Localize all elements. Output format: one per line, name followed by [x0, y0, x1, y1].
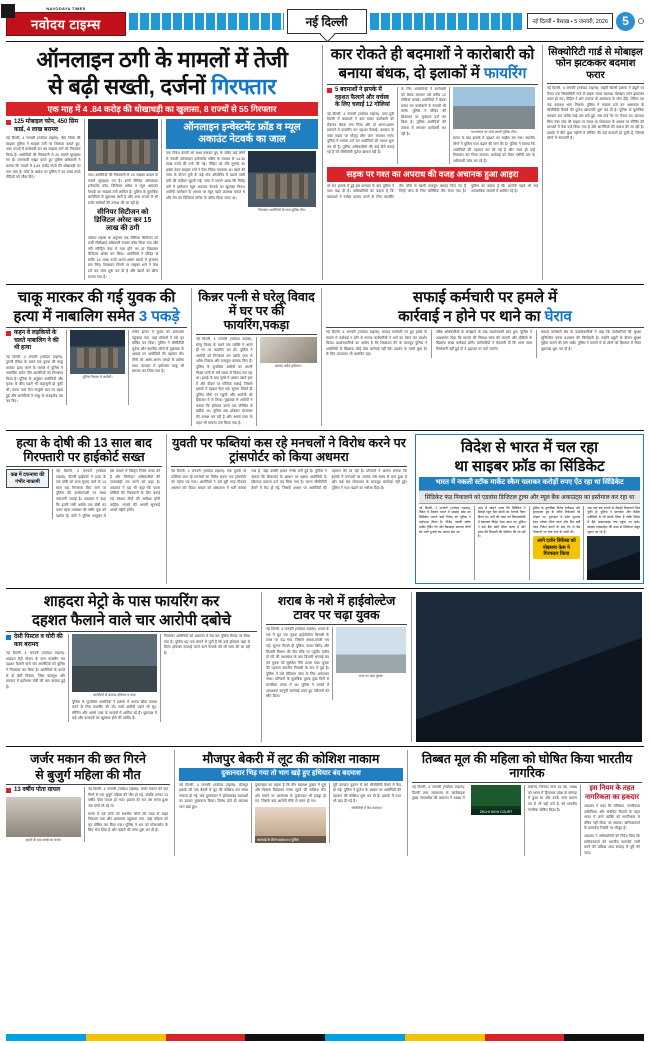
lead-body-1: नई दिल्ली, 4 जनवरी (नवोदय टाइम्स): वेस्ट जिला की साइबर पुलिस ने साइबर ठगी पर शिकंजा कसते हुए, आठ राज्यों में छापेमारी कर 55 साइबर ठगों को गिरफ्तार किया है। आरोपियों की गिरफ्तारी से 20 मामले सुलझाए गए हैं। जानकारी साझा करते हुए पुलिस अधिकारी ने बताया कि मामले में 4.84 करोड़ रुपये की धोखाधड़ी का पता चला है। कोर्ट के आदेश पर पुलिस ने 39 लाख रुपये पीड़ितों को लौटा दिए। — [6, 136, 81, 180]
lead-subbox-body: नवोदय टाइम्स के अनुसार एक सीनियर सिटीजन को फर्जी सीबीआई अधिकारी बनकर कॉल किया गया और मनी लॉन्ड्रिंग केस में नाम होने का डर दिखाकर डिजिटल अरेस्ट कर लिया। आरोपियों ने पीड़ित से करीब 15 लाख रुपये अलग-अलग खातों में ट्रांसफर करा लिए। शिकायत मिलने पर साइबर थाने ने केस दर्ज कर जांच शुरू कर दी है और खातों को फ्रीज कराया गया है। — [87, 235, 159, 279]
lead-panel-body: एक निवेश कंपनी को लक्ष्य बनाकर ग्रुप के जरिए कई लोगों से नकली ऑनलाइन इन्वेस्टमेंट स्कीम के माध्यम से 14.35 लाख रुपये की ठगी की गई। पीड़ित को मोटे मुनाफे का झांसा देकर साइबर ठगों ने पैसा निवेश करवाया था। खाते की जांच के दौरान यूपी के कई गांव ऑपरेटिव में खातों वाली ठगी की कड़ियां जुड़ती गईं। जांच में सामने आया कि गिरोह ठगी में इस्तेमाल म्यूल अकाउंट नेटवर्क का खुलासा किया। आरोपी कमीशन के आधार पर म्यूल खाते उपलब्ध कराते थे और लेन-देन डिजिटल वॉलेट के जरिए किया जाता था। — [166, 151, 246, 200]
masthead-rule — [6, 41, 644, 42]
car-body-1: नई दिल्ली, 4 जनवरी (नवोदय टाइम्स): उत्तर-पूर्वी दिल्ली में बदमाशों ने कार सवार कारोबारी को रोककर बंधक बना लिया और दो अलग-अलग इलाकों में फायरिंग कर दहशत फैलाई। वारदात के वक्त सड़क पर मौजूद लोग जान बचाकर भागे। पुलिस ने मामला दर्ज कर आरोपियों की तलाश शुरू कर दी है। पुलिस अधिकारियों की कई टीमें बनाई गई हैं जो सीसीटीवी फुटेज खंगाल रही हैं। — [327, 111, 394, 155]
hc-headline: हत्या के दोषी की 13 साल बाद गिरफ्तारी पर हाईकोर्ट सख्त — [16, 436, 152, 465]
lead-story — [6, 45, 322, 280]
knife-photo-arrest — [70, 330, 125, 374]
tibet-side-title: इस नियम के तहत नागरिकता का हकदार — [584, 785, 640, 801]
car-body-after-band: देर रात इलाके में हुई इस वारदात के बाद पुलिस ने गश्त बढ़ा दी है। अधिकारियों का कहना है कि बदमाशों ने वर्चस्व कायम करने के लिए फायरिंग की। मौके से खाली कारतूस बरामद किए गए हैं जिन्हें जांच के लिए फोरेंसिक लैब भेजा गया है। पुलिस का कहना है कि आरोपी पहले भी कई आपराधिक मामलों में शामिल रहे हैं। — [327, 183, 538, 199]
tower-body: नई दिल्ली, 4 जनवरी (नवोदय टाइम्स): शराब के नशे में धुत एक युवक हाईवोल्टेज बिजली के टावर पर चढ़ गया, जिससे अफरा-तफरी मच गई। सूचना मिलते ही पुलिस, फायर ब्रिगेड और बिजली विभाग की टीम मौके पर पहुंची। करीब दो घंटे की मशक्कत के बाद बिजली सप्लाई बंद कर युवक को सुरक्षित नीचे उतारा गया। युवक की पहचान स्थानीय निवासी के रूप में हुई है। पुलिस ने उसे मेडिकल जांच के लिए अस्पताल भेजा। परिजनों के मुताबिक युवक कुछ दिनों से मानसिक तनाव में था। पुलिस ने मामले में आवश्यक कानूनी कार्रवाई करते हुए परिजनों को सौंप दिया। — [266, 627, 329, 699]
bakery-story — [174, 750, 407, 856]
cyber-headline-line1: विदेश से भारत में चल रहा — [460, 439, 599, 457]
lead-col-3 — [161, 119, 318, 280]
safai-col-1 — [326, 330, 431, 358]
tower-photo-caption: टावर पर चढ़ा युवक। — [358, 674, 384, 679]
tibet-body-3: अदालत ने अधिकारियों को निर्देश दिया कि याचिकाकर्ता को भारतीय पासपोर्ट जारी करने की प्रक्रिया आठ सप्ताह में पूरी की जाए। — [584, 833, 640, 855]
cyber-photo-column — [411, 592, 642, 742]
knife-col-1 — [6, 330, 66, 405]
car-body-2: के लिए अपराधियों ने कारोबारी को बंधक बनाकर उसे करीब 12 गोलियां चलाईं। आरोपियों ने बंधक बनाए गए कारोबारी से रंगदारी भी मांगी। पुलिस ने पीड़ित की शिकायत पर मुकदमा दर्ज कर लिया है। पुलिस आरोपियों की तलाश में लगातार छापेमारी कर रही है। — [401, 87, 446, 136]
car-col-2 — [397, 87, 449, 164]
guard-headline: सिक्योरिटी गार्ड से मोबाइल फोन झटककर बदमाश फरार — [548, 47, 643, 81]
masthead-blue-bar-right — [370, 13, 525, 30]
bakery-photo-caption: सीसीटीवी में कैद बदमाश। — [351, 805, 383, 810]
knife-col-2 — [128, 330, 184, 405]
cyber-body-4: अब तक कई राज्यों से सैकड़ों शिकायतें मिल चुकी हैं। पुलिस ने इंटरपोल और केंद्रीय एजेंसियों से भी संपर्क किया है ताकि विदेश में बैठे मास्टरमाइंड तक पहुंचा जा सके। साइबर एक्सपर्ट्स की मदद से डिजिटल सबूत जुटाए जा रहे हैं। — [587, 505, 640, 534]
tower-headline: शराब के नशे में हाईवोल्टेज टावर पर चढ़ा युवक — [277, 594, 396, 623]
metro-photo-caption: आरोपियों से बरामद हथियार व कार। — [92, 693, 137, 698]
car-headline-line2-part1: बनाया बंधक, दो इलाकों में — [338, 64, 484, 82]
house-headline-line2: से बुजुर्ग महिला की मौत — [35, 768, 141, 783]
transport-headline: युवती पर फब्तियां कस रहे मनचलों ने विरोध करने पर ट्रांसपोर्टर को किया अधमरा — [172, 436, 406, 465]
masthead — [6, 0, 644, 38]
house-photo — [6, 797, 81, 837]
knife-body-2: गंभीर हालत में युवक को अस्पताल पहुंचाया गया, जहां डॉक्टरों ने उसे मृत घोषित कर दिया। पुलिस ने सीसीटीवी फुटेज और स्थानीय लोगों से पूछताछ के आधार पर आरोपियों की पहचान की। तीनों को अलग-अलग जगहों से दबोचा गया। वारदात में इस्तेमाल चाकू भी बरामद कर लिया गया है। — [132, 330, 184, 374]
lead-subbox-title: सीनियर सिटीजन को डिजिटल अरेस्ट कर 15 लाख की ठगी — [94, 208, 152, 233]
cyber-body-3: पुलिस के मुताबिक गिरोह टेलीग्राम और व्हाट्सएप ग्रुप के जरिए निवेशकों को जोड़ता था। शुरुआत में छोटा मुनाफा देकर भरोसा जीता जाता और फिर बड़ी रकम निवेश कराने के बाद ऐप से पैसे निकालने पर रोक लगा दी जाती थी। — [532, 505, 581, 534]
house-story — [6, 750, 174, 856]
hc-story — [6, 434, 166, 584]
safai-body-1: नई दिल्ली, 4 जनवरी (नवोदय टाइम्स): सफाई कर्मचारी पर हुए हमले के मामले में कार्रवाई न होने से नाराज कर्मचारियों ने थाने का घेराव कर प्रदर्शन किया। प्रदर्शनकारियों का आरोप है कि शिकायत देने के बावजूद पुलिस ने आरोपियों के खिलाफ कोई ठोस कार्रवाई नहीं की। प्रदर्शन के चलते कुछ देर के लिए यातायात भी प्रभावित रहा। — [326, 330, 427, 357]
safai-body-3: सफाई कर्मचारी संघ के पदाधिकारियों ने कहा कि कर्मचारियों की सुरक्षा सुनिश्चित करना प्रशासन की जिम्मेदारी है। उन्होंने ड्यूटी के दौरान सुरक्षा मुहैया कराने की मांग रखी। पुलिस ने मामले में दो लोगों को हिरासत में लेकर पूछताछ शुरू कर दी है। — [541, 330, 641, 351]
footer-color-registration-bar — [6, 1034, 644, 1041]
car-headline-line2 — [327, 66, 538, 83]
lead-body-2: गया। आरोपियों की गिरफ्तारी से 20 साइबर क्राइम के मामले सुलझाए गए हैं। इनमें सिविल ऑनलाइन इन्वेस्टमेंट फ्रॉड, डिजिटल अरेस्ट व म्यूल अकाउंट नेटवर्क का साइबर ठगी शामिल है। पुलिस के मुताबिक आरोपियों से पूछताछ जारी है और अन्य राज्यों में भी उनके साथियों की तलाश की जा रही है। — [87, 173, 159, 205]
edition-tab[interactable]: नई दिल्ली — [287, 9, 367, 34]
kinnar-photo-weapon — [260, 337, 318, 363]
house-headline-line1: जर्जर मकान की छत गिरने — [30, 752, 146, 767]
safai-headline-line1: सफाई कर्मचारी पर हमले में — [412, 289, 558, 307]
safai-col-3 — [536, 330, 641, 358]
car-red-band: सड़क पर गश्त का अपराध की वजह अचानक हुआ आइरा — [327, 167, 538, 182]
kinnar-body: नई दिल्ली, 4 जनवरी (नवोदय टाइम्स): घरेलू विवाद के चलते एक व्यक्ति ने अपने ही घर पर फायरिंग कर दी। पुलिस ने आरोपी को गिरफ्तार कर उसके पास से अवैध पिस्टल और कारतूस बरामद किए हैं। पुलिस के मुताबिक आरोपी का अपनी किन्नर पत्नी से लंबे समय से विवाद चल रहा था। झगड़े के बाद गुस्से में आकर उसने हवा में और दीवार पर गोलियां चलाईं, जिससे इलाके में दहशत फैल गई। सूचना मिलते ही पुलिस मौके पर पहुंची और आरोपी को हिरासत में ले लिया। पूछताछ में आरोपी ने बताया कि हथियार उसने एक परिचित से खरीदा था। पुलिस अब हथियार सप्लायर की तलाश कर रही है और आर्म्स एक्ट के तहत भी मामला दर्ज किया गया है। — [196, 337, 253, 425]
knife-headline-line2 — [6, 309, 187, 326]
lead-headline-highlight: गिरफ्तार — [211, 73, 276, 99]
car-col-3 — [449, 87, 535, 164]
page-number-badge: 5 — [616, 12, 635, 31]
metro-photo-cctv — [72, 634, 157, 692]
second-section — [6, 288, 644, 426]
tower-story — [261, 592, 411, 742]
lead-headline-line2-part1: से बढ़ी सख्ती, दर्जनों — [48, 73, 212, 99]
bakery-blue-band: दुकानदार भिड़ गया तो भाग खड़े हुए हथियार बंद बदमाश — [179, 768, 403, 780]
knife-bullet: कहन वे लड़कियों के चलते नाबालिग ने की थी हत्या — [6, 330, 63, 353]
guard-story — [542, 45, 644, 280]
house-body-1: नई दिल्ली, 4 जनवरी (नवोदय टाइम्स): जर्जर मकान की छत गिरने से एक बुजुर्ग महिला की मौत हो गई, जबकि उनका 13 वर्षीय पोता घायल हो गया। हादसा देर रात उस समय हुआ जब दोनों सो रहे थे। — [88, 787, 168, 809]
newspaper-logo[interactable] — [6, 6, 126, 36]
car-body-3: घटना के बाद इलाके में दहशत का माहौल बन गया। स्थानीय लोगों ने पुलिस गश्त बढ़ाने की मांग की है। पुलिस ने बताया कि आरोपियों की पहचान कर ली गई है और जल्द ही उन्हें गिरफ्तार कर लिया जाएगा। कार्रवाई को लेकर एसीपी स्तर के अधिकारी जांच कर रहे हैं। — [453, 136, 535, 163]
guard-body: नई दिल्ली, 4 जनवरी (नवोदय टाइम्स): बाहरी दिल्ली इलाके में ड्यूटी पर तैनात एक सिक्योरिटी गार्ड से बाइक सवार बदमाश मोबाइल फोन झपटकर फरार हो गए। पीड़ित ने शोर मचाया तो आसपास के लोग दौड़े, लेकिन तब तक बदमाश भाग निकले। पुलिस ने मामला दर्ज कर आसपास के सीसीटीवी कैमरों की फुटेज खंगालनी शुरू कर दी है। पुलिस के मुताबिक वारदात रात करीब साढ़े दस बजे हुई, जब गार्ड गेट पर तैनात था। बदमाश बिना नंबर प्लेट की बाइक पर सवार थे। शिकायत के आधार पर स्नैचिंग की धाराओं में केस दर्ज किया गया है और आरोपियों की तलाश की जा रही है। इलाके में बीते कुछ महीनों में स्नैचिंग की कई वारदातें हो चुकी हैं, जिससे लोगों में नाराजगी है। — [547, 86, 644, 141]
cyber-hacker-illustration — [416, 592, 642, 742]
tibet-body-2: सर्वोच्च, जिनका जन्म 15 मई, 1966 को भारत में हिमाचल प्रदेश के कांगड़ा में हुआ था और उनके जन्म प्रमाण पत्र में भी यही दर्ज है, को भारतीय नागरिक घोषित किया है। — [528, 785, 577, 812]
tibet-photo-courtsign — [471, 785, 521, 815]
lead-photo-station — [248, 151, 316, 207]
kinnar-headline: किन्नर पत्नी से घरेलू विवाद में घर पर की फायरिंग,पकड़ा — [198, 290, 315, 333]
lead-bullet: 125 मोबाइल फोन, 450 सिम कार्ड, 4 लाख बरामद — [6, 119, 81, 134]
logo-kicker: NAVODAYA TIMES — [46, 6, 86, 11]
third-section — [6, 434, 644, 584]
section-rule-1 — [6, 284, 644, 285]
knife-col-photo — [66, 330, 128, 405]
bakery-photo-cctv — [255, 807, 326, 843]
kinnar-photo-caption: बरामद अवैध हथियार। — [274, 364, 302, 369]
knife-headline-line2-part1: हत्या में नाबालिग समेत — [13, 307, 139, 325]
car-photo-scene — [453, 87, 535, 129]
registration-dot-mark — [638, 18, 644, 24]
metro-body-3: गिरफ्तार आरोपियों को अदालत में पेश कर पुलिस रिमांड पर लिया गया है। पुलिस यह पता लगाने में जुटी है कि उन्हें हथियार कहां से मिले। हथियार सप्लाई करने वाले नेटवर्क की भी जांच की जा रही है। — [164, 634, 250, 656]
metro-headline-line1: शाहदरा मेट्रो के पास फायरिंग कर — [43, 593, 220, 611]
cyber-illustration — [587, 536, 640, 580]
car-photo-caption: घटनास्थल पर जांच करती पुलिस टीम। — [471, 130, 517, 134]
cyber-story — [411, 434, 644, 584]
transport-body: नई दिल्ली, 4 जनवरी (नवोदय टाइम्स): एक युवती पर फब्तियां कस रहे मनचलों का विरोध करना एक ट्रांसपोर्टर को महंगा पड़ गया। आरोपियों ने उसे बुरी तरह पीटकर अधमरा कर दिया। घायल को अस्पताल में भर्ती कराया गया है, जहां उसकी हालत गंभीर बनी हुई है। पुलिस ने बताया कि शिकायत के आधार पर अज्ञात आरोपियों के खिलाफ मामला दर्ज कर लिया गया है। घटना सीसीटीवी कैमरे में कैद हो गई, जिसके आधार पर आरोपियों की पहचान की जा रही है। परिजनों ने आरोप लगाया कि इलाके में मनचलों का आतंक लंबे समय से बना हुआ है और कई बार शिकायत के बावजूद कार्रवाई नहीं हुई। पुलिस ने गश्त बढ़ाने का भरोसा दिया है। — [171, 469, 407, 490]
bottom-section — [6, 750, 644, 856]
hc-side-tag: कब्र में दफनाया की गंभीर नाकामी — [6, 469, 49, 488]
cyber-body-1: नई दिल्ली, 4 जनवरी (नवोदय टाइम्स): विदेश में बैठकर भारत में साइबर फ्रॉड का सिंडिकेट चलाने वाले गिरोह का पुलिस ने पर्दाफाश किया है। गिरोह नकली स्टॉक मार्केट ट्रेडिंग ऐप और वेबसाइट बनाकर लोगों को भारी मुनाफे का लालच देता था। — [419, 505, 471, 534]
tibet-story — [407, 750, 642, 856]
hc-body: नई दिल्ली, 4 जनवरी (नवोदय टाइम्स): दिल्ली हाईकोर्ट ने हत्या के एक दोषी को सजा सुनाए जाने के 13 साल बाद गिरफ्तार किए जाने पर पुलिस की कार्यप्रणाली पर सख्त नाराजगी जताई है। अदालत ने कहा कि इतनी लंबी अवधि तक दोषी का फरार रहना व्यवस्था की गंभीर चूक को दर्शाता है। कोर्ट ने पुलिस आयुक्त से इस मामले में विस्तृत रिपोर्ट तलब की है और जिम्मेदार अधिकारियों की जवाबदेही तय करने को कहा है। अदालत ने यह भी कहा कि फरार दोषियों की गिरफ्तारी के लिए बनाई गई स्पेशल टीमों की समीक्षा होनी चाहिए। मामले की अगली सुनवाई अगले महीने होगी। — [56, 469, 160, 518]
bakery-photo-label: कारवाई के दौरान बदमाश व पुलिस — [255, 836, 326, 843]
metro-bullet: देसी पिस्टल व चोरी की कार बरामद — [6, 634, 65, 649]
lead-panel-title: ऑनलाइन इन्वेस्टमेंट फ्रॉड व म्यूल अकाउंट नेटवर्क का जाल — [166, 119, 318, 149]
bakery-body-3: पूरी वारदात दुकान में लगे सीसीटीवी कैमरे में कैद हो गई। पुलिस ने फुटेज के आधार पर आरोपियों की पहचान की कोशिश शुरू कर दी है। इलाके में गश्त भी बढ़ा दी गई है। — [333, 782, 401, 804]
logo-corner-mark — [1, 4, 15, 18]
house-body-2: मलबे में दबे दोनों को स्थानीय लोगों की मदद से बाहर निकाला गया और अस्पताल पहुंचाया गया, जहां महिला को मृत घोषित कर दिया गया। पुलिस ने शव को पोस्टमार्टम के लिए भेज दिया है और मामले की जांच शुरू कर दी है। — [88, 811, 168, 833]
metro-headline-line2: दहशत फैलाने वाले चार आरोपी दबोचे — [31, 611, 232, 629]
house-bullet: 13 वर्षीय पोता घायल — [6, 787, 81, 795]
metro-body-1: नई दिल्ली, 4 जनवरी (नवोदय टाइम्स): शाहदरा मेट्रो स्टेशन के पास फायरिंग कर दहशत फैलाने वाले चार आरोपियों को पुलिस ने गिरफ्तार कर लिया है। आरोपियों के कब्जे से दो देसी पिस्टल, जिंदा कारतूस और वारदात में इस्तेमाल चोरी की कार बरामद हुई है। — [6, 651, 65, 689]
car-headline-highlight: फायरिंग — [483, 64, 527, 82]
cyber-gray-band: सिंडिकेट फंड निकालने को एडवांस डिजिटल टूल्स और म्यूल बैंक अकाउंट्स का इस्तेमाल कर रहा था — [419, 490, 640, 504]
lead-headline-line2 — [6, 75, 318, 99]
section-rule-3 — [6, 588, 644, 589]
lead-subhead-band: एक माह में 4 .84 करोड़ की धोखाधड़ी का खुलासा, 8 राज्यों से 55 गिरफ्तार — [6, 102, 318, 117]
tibet-body-1: नई दिल्ली, 4 जनवरी (नवोदय टाइम्स): दिल्ली उच्च न्यायालय के कार्यवाहक मुख्य न्यायाधीश की अदालत ने 1966 में — [412, 785, 465, 801]
transport-story — [166, 434, 411, 584]
lead-col-1 — [6, 119, 84, 280]
lead-headline-line1: ऑनलाइन ठगी के मामलों में तेजी — [36, 47, 288, 72]
tibet-photo-label: DELHI HIGH COURT — [471, 809, 521, 815]
safai-headline-line2-part1: कार्रवाई न होने पर थाने का — [398, 307, 545, 325]
tower-photo — [336, 627, 406, 673]
bakery-headline: मौजपुर बेकरी में लूट की कोशिश नाकाम — [202, 752, 380, 767]
bakery-body-1: नई दिल्ली, 4 जनवरी (नवोदय टाइम्स): मौजपुर इलाके की एक बेकरी में लूट की कोशिश उस समय नाकाम हो गई, जब दुकानदार ने हथियारबंद बदमाशों का डटकर मुकाबला किया। विरोध होते ही बदमाश भाग खड़े हुए। — [179, 782, 248, 809]
cyber-headline-line2: था साइबर फ्रॉड का सिंडिकेट — [454, 457, 605, 475]
safai-body-2: वरिष्ठ अधिकारियों के समझाने के बाद प्रदर्शनकारी शांत हुए। पुलिस ने आश्वासन दिया कि मामले की निष्पक्ष जांच की जाएगी और दोषियों के खिलाफ सख्त कार्रवाई होगी। कर्मचारियों ने चेतावनी दी कि अगर जल्द गिरफ्तारी नहीं हुई तो वे हड़ताल पर चले जाएंगे। — [436, 330, 532, 351]
knife-photo-caption: पुलिस गिरफ्त में आरोपी। — [82, 375, 113, 380]
lead-photo-caption: गिरफ्तार आरोपियों के साथ पुलिस टीम। — [258, 208, 306, 213]
section-rule-4 — [6, 746, 644, 747]
top-section — [6, 45, 644, 280]
metro-body-2: पुलिस के मुताबिक आरोपियों ने इलाके में अपना खौफ कायम करने के लिए फायरिंग की थी। सभी आरोपी पहले भी लूट, स्नैचिंग और आर्म्स एक्ट के मामलों में शामिल रहे हैं। पूछताछ में कई और वारदातों का खुलासा होने की उम्मीद है। — [72, 699, 157, 721]
car-col-1 — [327, 87, 397, 164]
knife-story — [6, 288, 191, 426]
knife-headline-highlight: 3 पकड़े — [138, 307, 180, 325]
safai-col-2 — [431, 330, 536, 358]
lead-photo-police — [88, 119, 159, 171]
metro-story — [6, 592, 261, 742]
tibet-side-body: अदालत ने कहा कि संविधान, नागरिकता अधिनियम और संबंधित नियमों के तहत भारत में जन्मे व्यक्ति को नागरिकता से वंचित नहीं किया जा सकता। याचिकाकर्ता के दस्तावेज रिकॉर्ड पर मौजूद हैं। — [584, 804, 640, 831]
kinnar-story — [191, 288, 321, 426]
dateline: नई दिल्ली • बैसाख • 5 जनवरी, 2026 — [527, 13, 613, 29]
logo-title: नवोदय टाइम्स — [6, 12, 126, 36]
knife-headline-line1: चाकू मारकर की गई युवक की — [17, 289, 176, 307]
fourth-section — [6, 592, 644, 742]
lead-col-2 — [84, 119, 162, 280]
safai-story — [321, 288, 644, 426]
section-rule-2 — [6, 430, 644, 431]
safai-headline-highlight: घेराव — [544, 307, 572, 325]
safai-headline-line2 — [326, 309, 644, 326]
house-photo-caption: हादसे के बाद मलबे का मंजर। — [25, 837, 62, 842]
tibet-headline: तिब्बत मूल की महिला को घोषित किया भारतीय नागरिक — [421, 752, 633, 781]
bakery-body-2: दुकानदार का कहना है कि तीन बदमाश दुकान में घुसे और पिस्टल दिखाकर गल्ला लूटने की कोशिश की। शोर मचाने पर आसपास के दुकानदार भी इकट्ठा हो गए, जिसके बाद आरोपी मौके से फरार हो गए। — [255, 782, 326, 804]
masthead-blue-bar-left — [129, 13, 284, 30]
car-headline-line1: कार रोकते ही बदमाशों ने कारोबारी को — [330, 46, 535, 63]
cyber-body-2: जांच में सामने आया कि सिंडिकेट ने सैकड़ों म्यूल बैंक खातों का नेटवर्क तैयार किया था। ठगी की रकम को क्रिप्टोकरेंसी में बदलकर विदेश भेजा जाता था। पुलिस ने कई बैंक खाते फ्रीज कराए हैं और रकम की रिकवरी की कोशिश की जा रही है। — [477, 505, 526, 539]
cyber-yellow-tag: आगे दर्जन डिफेंस्ड को नोइसमा केस ने गिरफ्तार किया — [533, 536, 581, 559]
knife-body-1: नई दिल्ली, 4 जनवरी (नवोदय टाइम्स): पुरानी रंजिश के चलते एक युवक की चाकू मारकर हत्या करने के मामले में पुलिस ने नाबालिग समेत तीन आरोपियों को गिरफ्तार किया है। पुलिस के अनुसार आरोपियों और मृतक के बीच पहले भी कहासुनी हो चुकी थी। घटना वाले दिन मामूली बात पर बहस हुई और आरोपियों ने चाकू से ताबड़तोड़ वार कर दिए। — [6, 354, 63, 404]
car-bullet: 5 बदमाशों ने झपके में दहशत फैलाने और वर्चस्व के लिए चलाईं 12 गोलियां — [327, 87, 394, 110]
cyber-blue-band: भारत में नकली स्टॉक मार्केट स्कैम चलाकर करोड़ों रुपए ऐंठ रहा था सिंडिकेट — [419, 477, 640, 489]
car-story — [322, 45, 542, 280]
